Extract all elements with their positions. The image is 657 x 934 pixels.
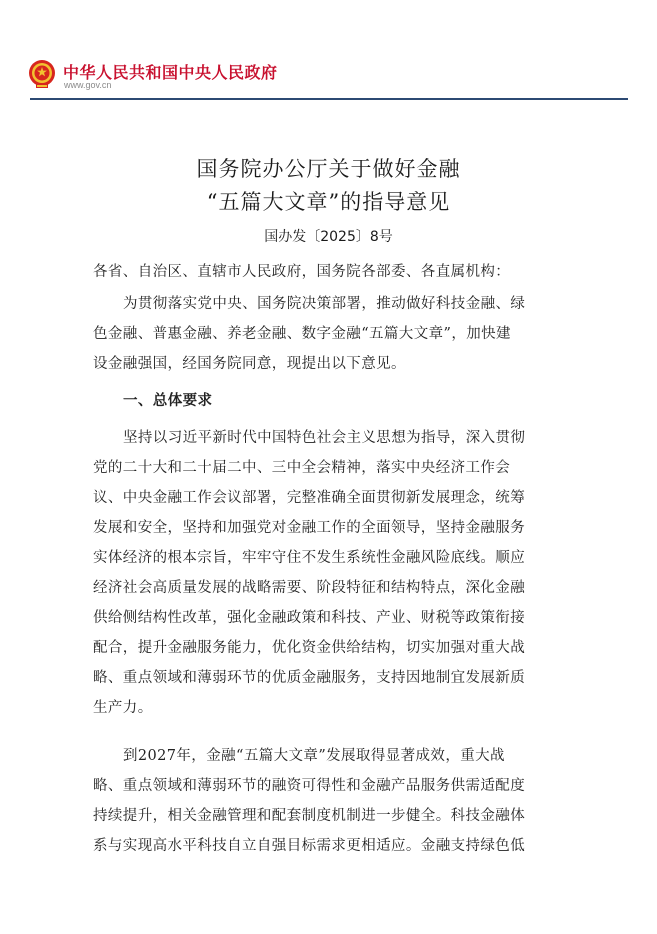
paragraph-line: 坚持以习近平新时代中国特色社会主义思想为指导，深入贯彻 (123, 430, 526, 446)
site-header (0, 0, 657, 100)
paragraph-line: 实体经济的根本宗旨，牢牢守住不发生系统性金融风险底线。顺应 (93, 550, 526, 566)
paragraph-line: 到2027年，金融“五篇大文章”发展取得显著成效，重大战 (123, 748, 505, 764)
site-name[interactable]: 中华人民共和国中央人民政府 (63, 63, 278, 82)
paragraph-line: 系与实现高水平科技自立自强目标需求更相适应。金融支持绿色低 (93, 838, 526, 854)
intro-line: 为贯彻落实党中央、国务院决策部署，推动做好科技金融、绿 (123, 296, 526, 312)
document-number: 国办发〔2025〕8号 (264, 229, 393, 245)
intro-line: 色金融、普惠金融、养老金融、数字金融“五篇大文章”，加快建 (93, 326, 511, 342)
paragraph-line: 发展和安全，坚持和加强党对金融工作的全面领导，坚持金融服务 (93, 520, 526, 536)
paragraph-line: 供给侧结构性改革，强化金融政策和科技、产业、财税等政策衔接 (93, 610, 526, 626)
paragraph-line: 生产力。 (93, 700, 153, 716)
document-title-line1: 国务院办公厅关于做好金融 (196, 157, 461, 181)
paragraph-line: 经济社会高质量发展的战略需要、阶段特征和结构特点，深化金融 (93, 580, 526, 596)
paragraph-line: 配合，提升金融服务能力，优化资金供给结构，切实加强对重大战 (93, 640, 526, 656)
paragraph-line: 党的二十大和二十届二中、三中全会精神，落实中央经济工作会 (93, 460, 511, 476)
paragraph-line: 略、重点领域和薄弱环节的融资可得性和金融产品服务供需适配度 (93, 778, 526, 794)
paragraph-line: 略、重点领域和薄弱环节的优质金融服务，支持因地制宜发展新质 (93, 670, 526, 686)
document-title-line2: “五篇大文章”的指导意见 (206, 190, 451, 214)
paragraph-line: 持续提升，相关金融管理和配套制度机制进一步健全。科技金融体 (93, 808, 526, 824)
paragraph-line: 议、中央金融工作会议部署，完整准确全面贯彻新发展理念，统筹 (93, 490, 526, 506)
site-url[interactable]: www.gov.cn (64, 80, 112, 90)
intro-line: 设金融强国，经国务院同意，现提出以下意见。 (93, 356, 406, 372)
header-divider (30, 98, 628, 100)
national-emblem-icon[interactable] (27, 58, 57, 90)
addressee: 各省、自治区、直辖市人民政府，国务院各部委、各直属机构： (93, 264, 511, 280)
section-heading: 一、总体要求 (123, 393, 213, 409)
